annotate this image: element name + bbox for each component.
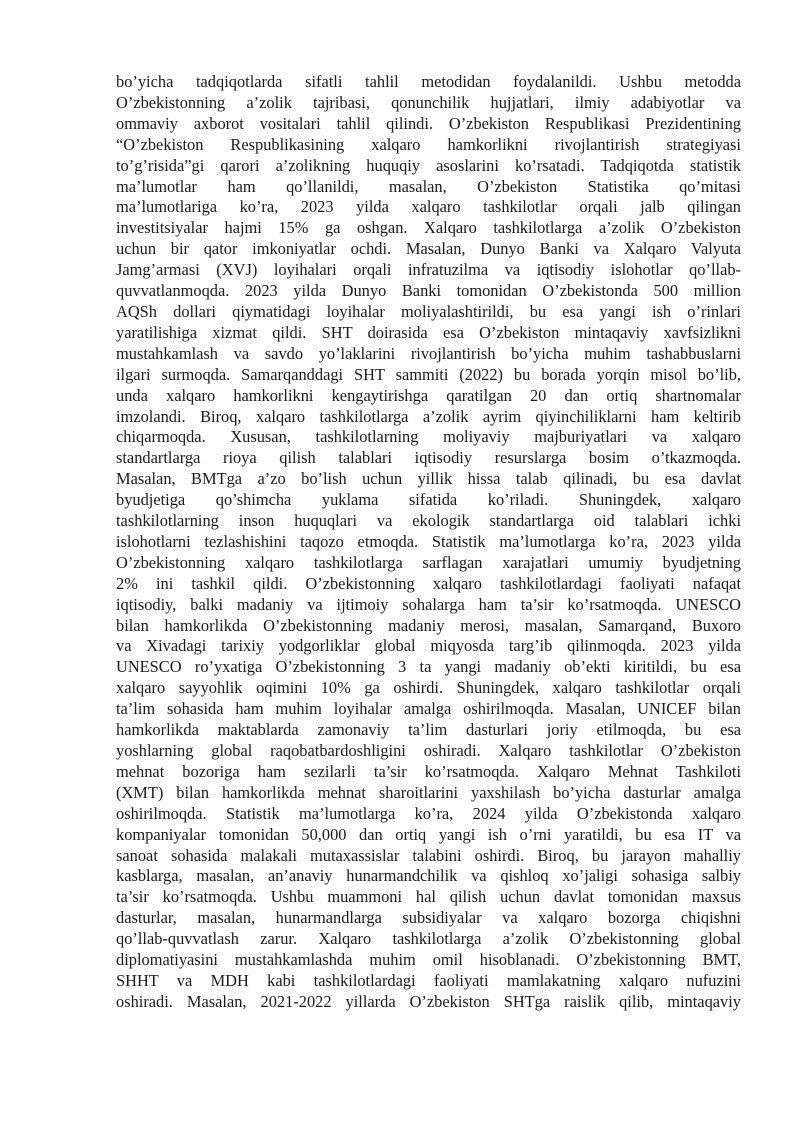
text-line: (XMT) bilan hamkorlikda mehnat sharoitlarini yaxshilash bo’yicha dasturlar amalga [116,782,741,802]
text-line: ma’lumotlariga ko’ra, 2023 yilda xalqaro tashkilotlar orqali jalb qilingan [116,197,741,217]
text-line: AQSh dollari qiymatidagi loyihalar moliyalashtirildi, bu esa yangi ish o’rinlari [116,301,741,321]
text-line: diplomatiyasini mustahkamlashda muhim omil hisoblanadi. O’zbekistonning BMT, [116,950,741,970]
text-line: unda xalqaro hamkorlikni kengaytirishga qaratilgan 20 dan ortiq shartnomalar [116,385,741,405]
text-line: UNESCO ro’yxatiga O’zbekistonning 3 ta yangi madaniy ob’ekti kiritildi, bu esa [116,657,741,677]
text-line: imzolandi. Biroq, xalqaro tashkilotlarga a’zolik ayrim qiyinchiliklarni ham keltirib [116,406,741,426]
text-line: ta’sir ko’rsatmoqda. Ushbu muammoni hal qilish uchun davlat tomonidan maxsus [116,887,741,907]
text-line: xalqaro sayyohlik oqimini 10% ga oshirdi. Shuningdek, xalqaro tashkilotlar orqali [116,678,741,698]
text-line: O’zbekistonning a’zolik tajribasi, qonunchilik hujjatlari, ilmiy adabiyotlar va [116,92,741,112]
text-line: to’g’risida”gi qarori a’zolikning huquqiy asoslarini ko’rsatadi. Tadqiqotda statistik [116,155,741,175]
text-line: investitsiyalar hajmi 15% ga oshgan. Xalqaro tashkilotlarga a’zolik O’zbekiston [116,218,741,238]
text-line: qo’llab-quvvatlash zarur. Xalqaro tashkilotlarga a’zolik O’zbekistonning global [116,929,741,949]
text-line: bo’yicha tadqiqotlarda sifatli tahlil metodidan foydalanildi. Ushbu metodda [116,72,741,91]
text-line: ommaviy axborot vositalari tahlil qilindi. O’zbekiston Respublikasi Prezidentining [116,113,741,133]
text-line: chiqarmoqda. Xususan, tashkilotlarning moliyaviy majburiyatlari va xalqaro [116,427,741,447]
text-line: va Xivadagi tarixiy yodgorliklar global miqyosda targ’ib qilinmoqda. 2023 yilda [116,636,741,656]
text-line: oshirilmoqda. Statistik ma’lumotlarga ko’ra, 2024 yilda O’zbekistonda xalqaro [116,803,741,823]
text-line: dasturlar, masalan, hunarmandlarga subsidiyalar va xalqaro bozorga chiqishni [116,908,741,928]
text-line: Jamg’armasi (XVJ) loyihalari orqali infratuzilma va iqtisodiy islohotlar qo’llab- [116,260,741,280]
text-line: kasblarga, masalan, an’anaviy hunarmandchilik va qishloq xo’jaligi sohasiga salbiy [116,866,741,886]
text-line: mehnat bozoriga ham sezilarli ta’sir ko’rsatmoqda. Xalqaro Mehnat Tashkiloti [116,761,741,781]
text-line: oshiradi. Masalan, 2021-2022 yillarda O’zbekiston SHTga raislik qilib, mintaqaviy [116,991,741,1011]
text-line: standartlarga rioya qilish talablari iqtisodiy resurslarga bosim o’tkazmoqda. [116,448,741,468]
text-line: yaratilishiga xizmat qildi. SHT doirasida esa O’zbekiston mintaqaviy xavfsizlikni [116,322,741,342]
text-line: yoshlarning global raqobatbardoshligini oshiradi. Xalqaro tashkilotlar O’zbekiston [116,741,741,760]
text-line: islohotlarni tezlashishini taqozo etmoqda. Statistik ma’lumotlarga ko’ra, 2023 yilda [116,531,741,551]
text-line: SHHT va MDH kabi tashkilotlardagi faoliyati mamlakatning xalqaro nufuzini [116,970,741,990]
text-line: iqtisodiy, balki madaniy va ijtimoiy sohalarga ham ta’sir ko’rsatmoqda. UNESCO [116,594,741,614]
text-line: quvvatlanmoqda. 2023 yilda Dunyo Banki tomonidan O’zbekistonda 500 million [116,281,741,301]
text-line: “O’zbekiston Respublikasining xalqaro hamkorlikni rivojlantirish strategiyasi [116,134,741,154]
text-line: ilgari surmoqda. Samarqanddagi SHT sammiti (2022) bu borada yorqin misol bo’lib, [116,364,741,384]
text-line: kompaniyalar tomonidan 50,000 dan ortiq yangi ish o’rni yaratildi, bu esa IT va [116,824,741,844]
text-line: tashkilotlarning inson huquqlari va ekologik standartlarga oid talablari ichki [116,511,741,531]
text-line: 2% ini tashkil qildi. O’zbekistonning xalqaro tashkilotlardagi faoliyati nafaqat [116,573,741,593]
text-line: sanoat sohasida malakali mutaxassislar talabini oshirdi. Biroq, bu jarayon mahalliy [116,845,741,865]
text-line: Masalan, BMTga a’zo bo’lish uchun yillik hissa talab qilinadi, bu esa davlat [116,469,741,489]
text-line: hamkorlikda maktablarda zamonaviy ta’lim dasturlari joriy etilmoqda, bu esa [116,720,741,740]
text-line: mustahkamlash va savdo yo’laklarini rivojlantirish bo’yicha muhim tashabbuslarni [116,343,741,363]
text-line: O’zbekistonning xalqaro tashkilotlarga sarflagan xarajatlari umumiy byudjetning [116,552,741,572]
text-line: ma’lumotlar ham qo’llanildi, masalan, O’zbekiston Statistika qo’mitasi [116,176,741,196]
text-line: bilan hamkorlikda O’zbekistonning madaniy merosi, masalan, Samarqand, Buxoro [116,615,741,635]
text-line: ta’lim sohasida ham muhim loyihalar amalga oshirilmoqda. Masalan, UNICEF bilan [116,699,741,719]
body-text [116,72,741,1013]
text-line: byudjetiga qo’shimcha yuklama sifatida ko’riladi. Shuningdek, xalqaro [116,490,741,510]
text-line: uchun bir qator imkoniyatlar ochdi. Masalan, Dunyo Banki va Xalqaro Valyuta [116,239,741,259]
